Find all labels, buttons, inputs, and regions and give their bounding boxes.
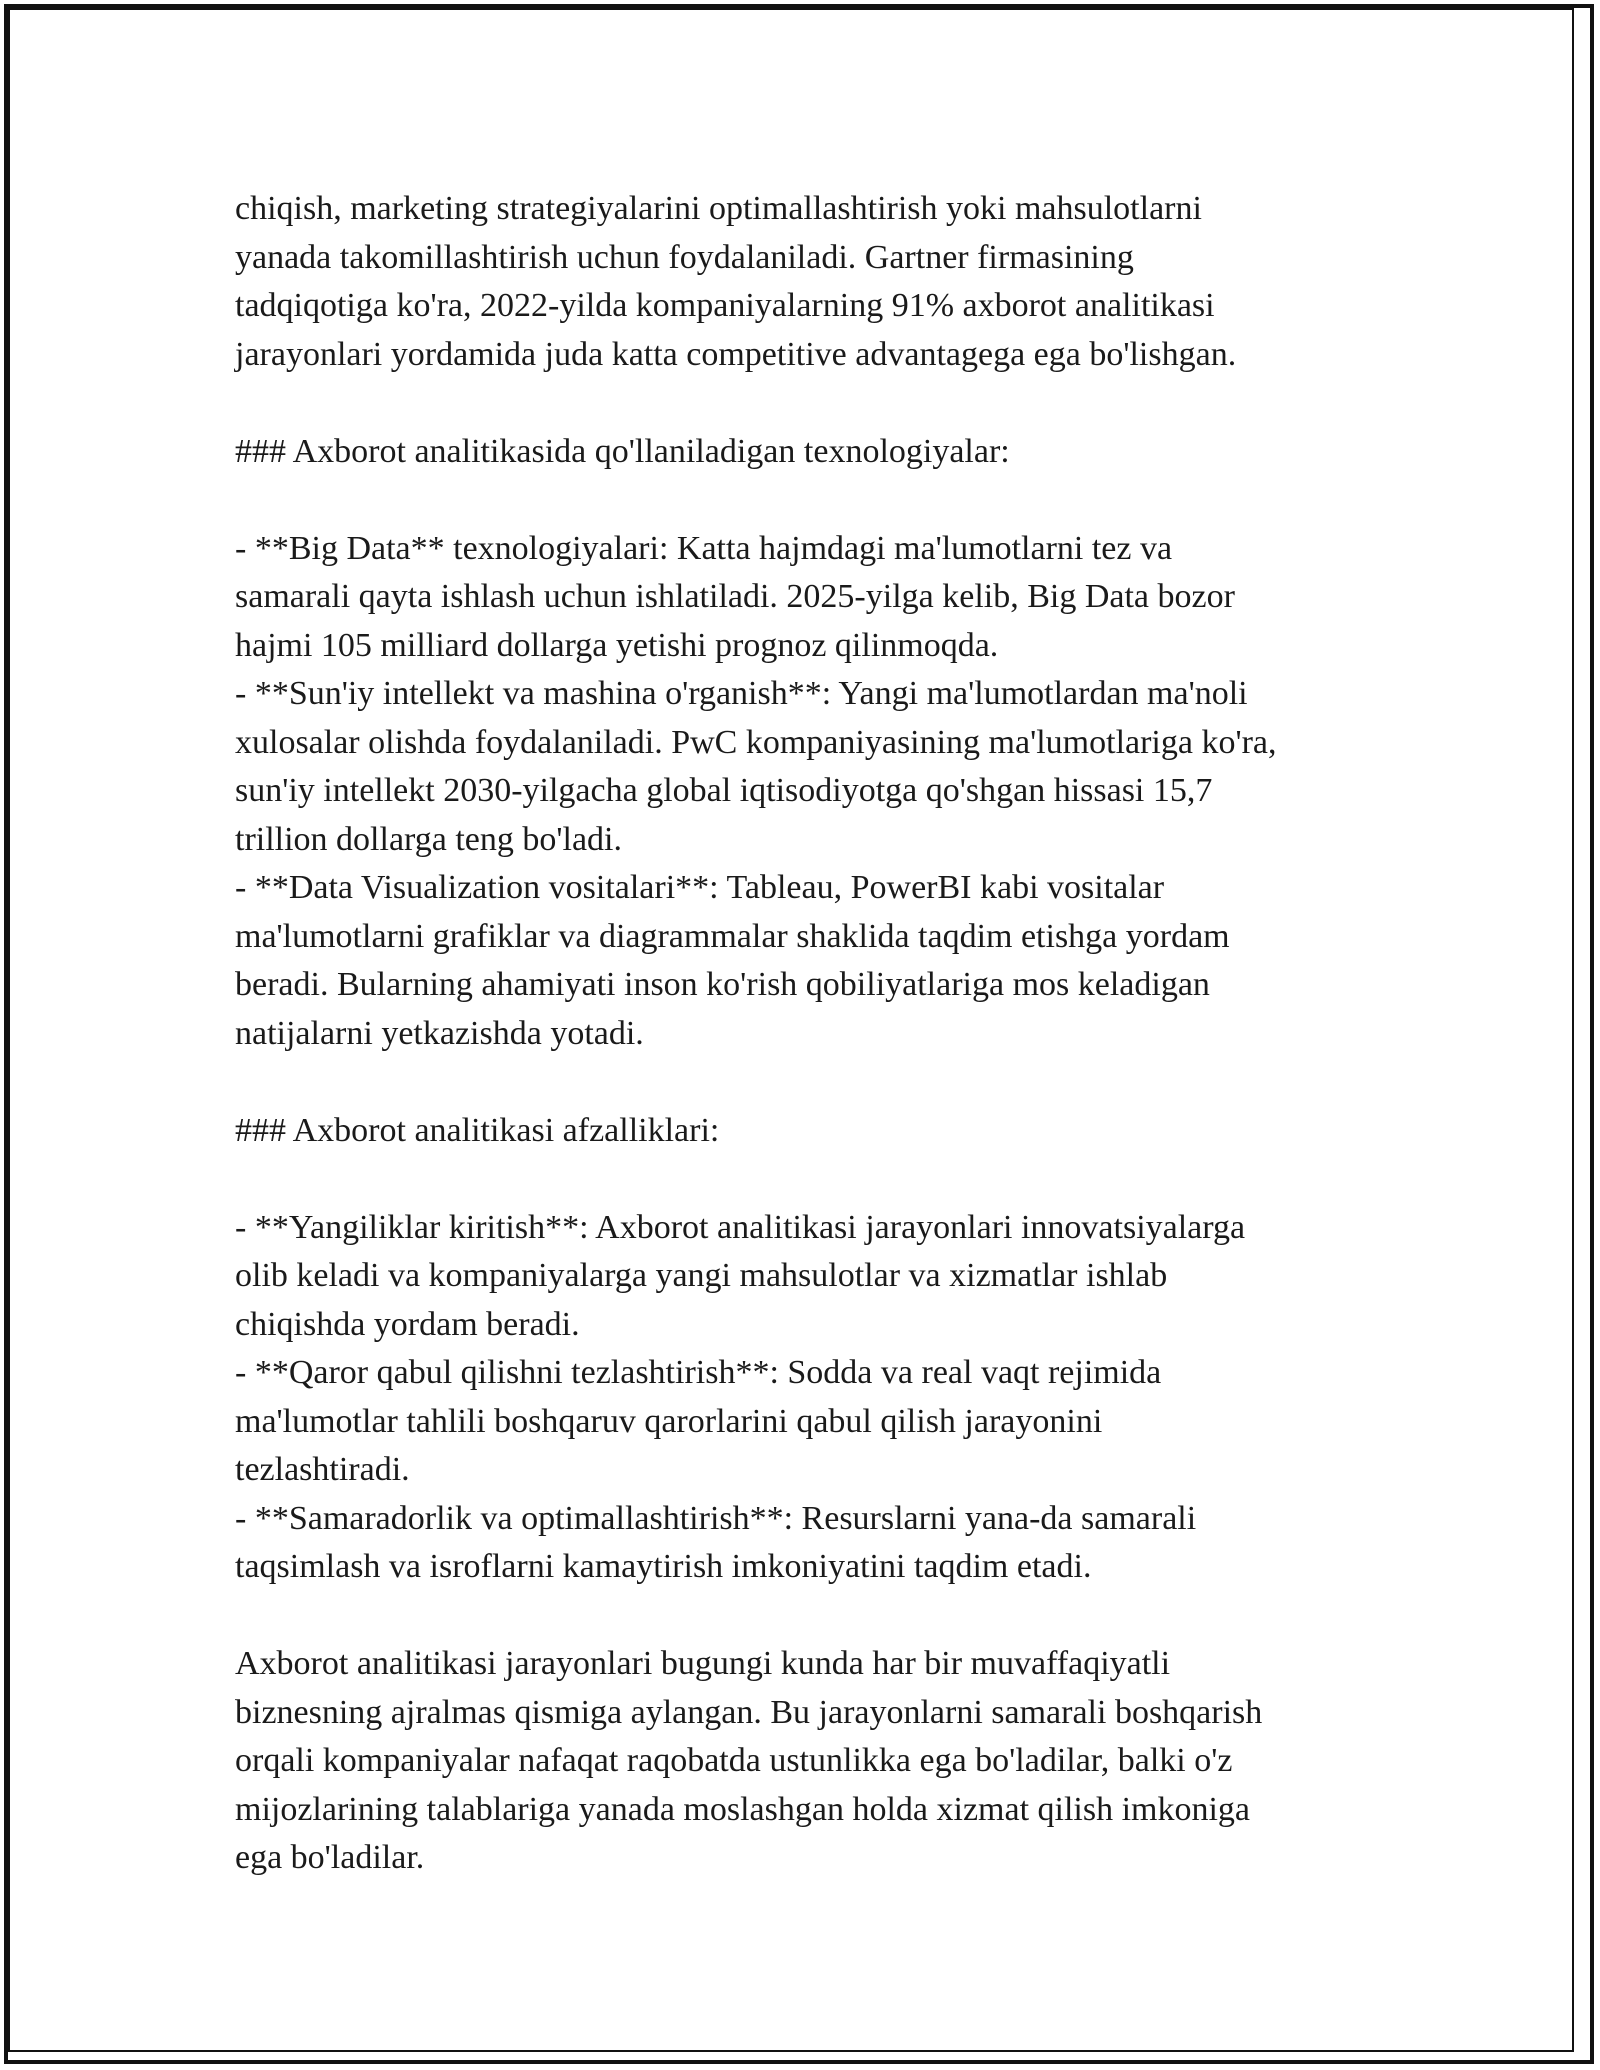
text-line: chiqishda yordam beradi. xyxy=(235,1305,580,1343)
benefits-list xyxy=(235,1204,1395,1592)
text-line: tadqiqotiga ko'ra, 2022-yilda kompaniyalarning 91% axborot analitikasi xyxy=(235,287,1215,324)
text-line: - **Yangiliklar kiritish**: Axborot analitikasi jarayonlari innovatsiyalarga xyxy=(235,1208,1246,1246)
text-line: ma'lumotlarni grafiklar va diagrammalar shaklida taqdim etishga yordam xyxy=(235,917,1230,955)
heading-text: ### Axborot analitikasida qo'llaniladigan texnologiyalar: xyxy=(235,432,1010,470)
text-line: - **Sun'iy intellekt va mashina o'rganish**: Yangi ma'lumotlardan ma'noli xyxy=(235,675,1248,712)
document-body xyxy=(235,185,1395,1883)
text-line: hajmi 105 milliard dollarga yetishi prognoz qilinmoqda. xyxy=(235,626,999,664)
text-line: trillion dollarga teng bo'ladi. xyxy=(235,820,622,858)
text-line: taqsimlash va isroflarni kamaytirish imkoniyatini taqdim etadi. xyxy=(235,1548,1092,1585)
text-line: natijalarni yetkazishda yotadi. xyxy=(235,1014,644,1052)
paragraph-spacer xyxy=(235,379,1395,428)
text-line: ega bo'ladilar. xyxy=(235,1839,425,1876)
paragraph-spacer xyxy=(235,476,1395,525)
section-heading-technologies xyxy=(235,428,1395,477)
text-line: orqali kompaniyalar nafaqat raqobatda ustunlikka ega bo'ladilar, balki o'z xyxy=(235,1742,1233,1779)
text-line: beradi. Bularning ahamiyati inson ko'rish qobiliyatlariga mos keladigan xyxy=(235,966,1210,1003)
conclusion-paragraph xyxy=(235,1640,1395,1883)
text-line: Axborot analitikasi jarayonlari bugungi kunda har bir muvaffaqiyatli xyxy=(235,1645,1171,1682)
text-line: xulosalar olishda foydalaniladi. PwC kompaniyasining ma'lumotlariga ko'ra, xyxy=(235,723,1277,761)
text-line: samarali qayta ishlash uchun ishlatiladi. 2025-yilga kelib, Big Data bozor xyxy=(235,578,1235,615)
technologies-list xyxy=(235,525,1395,1059)
text-line: - **Big Data** texnologiyalari: Katta hajmdagi ma'lumotlarni tez va xyxy=(235,529,1173,567)
heading-text: ### Axborot analitikasi afzalliklari: xyxy=(235,1111,720,1149)
paragraph-spacer xyxy=(235,1592,1395,1641)
paragraph-spacer xyxy=(235,1155,1395,1204)
text-line: ma'lumotlar tahlili boshqaruv qarorlarini qabul qilish jarayonini xyxy=(235,1402,1103,1440)
text-line: - **Samaradorlik va optimallashtirish**: Resurslarni yana-da samarali xyxy=(235,1499,1197,1537)
text-line: sun'iy intellekt 2030-yilgacha global iqtisodiyotga qo'shgan hissasi 15,7 xyxy=(235,772,1213,809)
text-line: jarayonlari yordamida juda katta competitive advantagega ega bo'lishgan. xyxy=(235,335,1237,373)
paragraph-spacer xyxy=(235,1058,1395,1107)
text-line: mijozlarining talablariga yanada moslashgan holda xizmat qilish imkoniga xyxy=(235,1790,1251,1828)
text-line: tezlashtiradi. xyxy=(235,1451,410,1488)
text-line: biznesning ajralmas qismiga aylangan. Bu jarayonlarni samarali boshqarish xyxy=(235,1693,1263,1731)
section-heading-benefits xyxy=(235,1107,1395,1156)
text-line: - **Qaror qabul qilishni tezlashtirish**: Sodda va real vaqt rejimida xyxy=(235,1354,1162,1391)
text-line: olib keladi va kompaniyalarga yangi mahsulotlar va xizmatlar ishlab xyxy=(235,1257,1168,1294)
intro-paragraph xyxy=(235,185,1395,379)
text-line: yanada takomillashtirish uchun foydalaniladi. Gartner firmasining xyxy=(235,238,1134,276)
text-line: - **Data Visualization vositalari**: Tableau, PowerBI kabi vositalar xyxy=(235,869,1165,906)
text-line: chiqish, marketing strategiyalarini optimallashtirish yoki mahsulotlarni xyxy=(235,190,1202,227)
